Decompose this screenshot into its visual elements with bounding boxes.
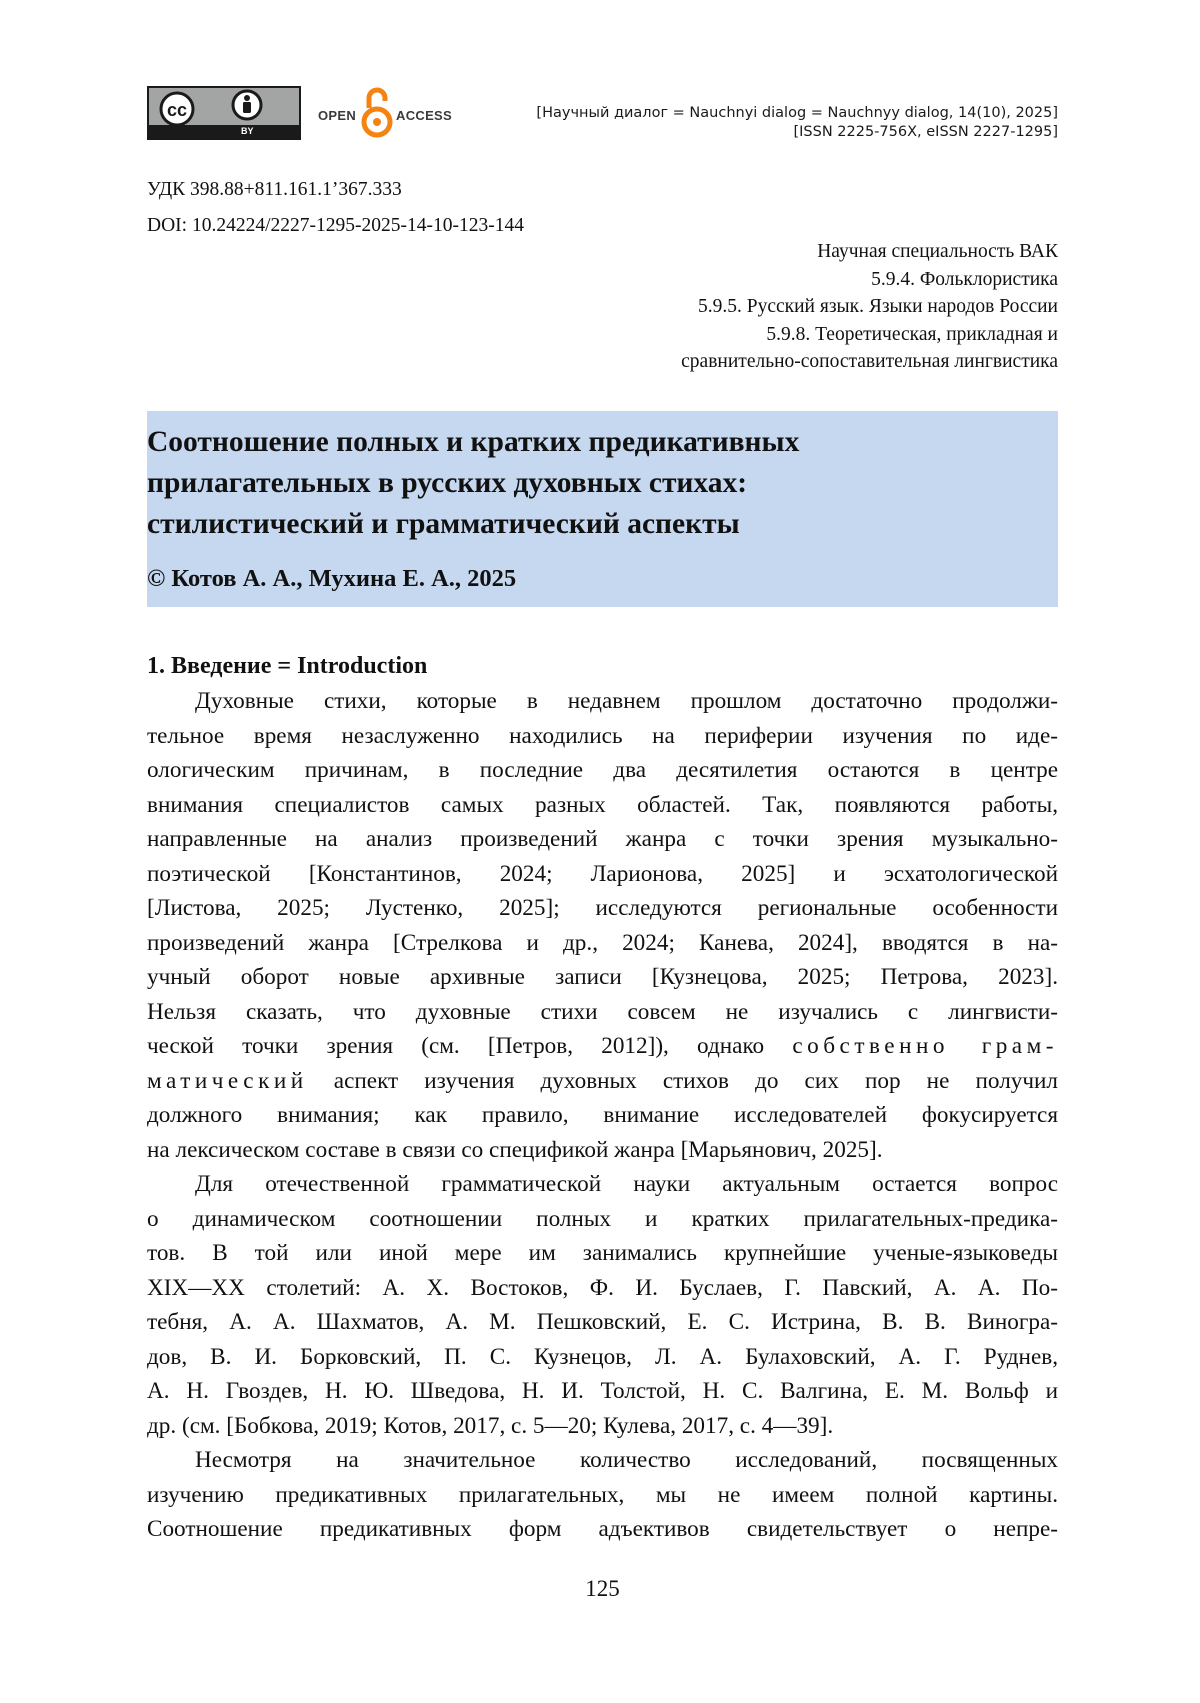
- cc-badge-bar: [149, 125, 299, 138]
- text-line: XIX—XX столетий: А. Х. Востоков, Ф. И. Буслаев, Г. Павский, А. А. По-: [147, 1274, 1058, 1301]
- section-heading: 1. Введение = Introduction: [147, 653, 428, 679]
- open-access-open-label: OPEN: [318, 108, 357, 123]
- cc-by-label: BY: [241, 126, 254, 136]
- specialty-item: 5.9.4. Фольклористика: [871, 268, 1058, 290]
- journal-citation: [Научный диалог = Nauchnyi dialog = Nauchnyy dialog, 14(10), 2025]: [536, 105, 1058, 121]
- paragraph-2: [147, 1167, 1058, 1443]
- spaced-emphasis: матический: [147, 1067, 308, 1094]
- text-line: Нельзя сказать, что духовные стихи совсем не изучались с лингвисти-: [147, 998, 1058, 1025]
- article-authors: © Котов А. А., Мухина Е. А., 2025: [147, 565, 517, 592]
- text-line: направленные на анализ произведений жанра с точки зрения музыкально-: [147, 826, 1058, 852]
- doi[interactable]: DOI: 10.24224/2227-1295-2025-14-10-123-144: [147, 215, 524, 236]
- svg-text:cc: cc: [166, 100, 188, 120]
- text-line: тебня, А. А. Шахматов, А. М. Пешковский, Е. С. Истрина, В. В. Виногра-: [147, 1309, 1058, 1335]
- text-line: дов, В. И. Борковский, П. С. Кузнецов, Л. А. Булаховский, А. Г. Руднев,: [147, 1343, 1058, 1370]
- text-line: Для отечественной грамматической науки актуальным остается вопрос: [195, 1171, 1058, 1197]
- text-line: учный оборот новые архивные записи [Кузнецова, 2025; Петрова, 2023].: [147, 964, 1058, 990]
- text-line: поэтической [Константинов, 2024; Ларионова, 2025] и эсхатологической: [147, 860, 1058, 887]
- paragraph-3: [147, 1443, 1058, 1547]
- text-line: Соотношение предикативных форм адъективов свидетельствует о непре-: [147, 1516, 1058, 1542]
- text-line: [147, 1029, 1058, 1064]
- article-title-block: [147, 411, 1058, 607]
- paragraph-1: [147, 684, 1058, 1167]
- paper-page: [147, 0, 1058, 1703]
- text-line: произведений жанра [Стрелкова и др., 2024; Канева, 2024], вводятся в на-: [147, 929, 1058, 956]
- text-line: о динамическом соотношении полных и кратких прилагательных-предика-: [147, 1205, 1058, 1232]
- text-line: на лексическом составе в связи со спецификой жанра [Марьянович, 2025].: [147, 1136, 883, 1163]
- text-line: [147, 1064, 1058, 1099]
- page-header: [147, 86, 1058, 142]
- specialty-item: сравнительно-сопоставительная лингвистика: [681, 351, 1058, 372]
- text-line: [Листова, 2025; Лустенко, 2025]; исследуются региональные особенности: [147, 895, 1058, 921]
- text-line: внимания специалистов самых разных областей. Так, появляются работы,: [147, 791, 1058, 818]
- text-span: аспект изучения духовных стихов до сих пор не получил: [333, 1067, 1058, 1094]
- open-access-access-label: ACCESS: [396, 108, 452, 123]
- text-line: изучению предикативных прилагательных, мы не имеем полной картины.: [147, 1481, 1058, 1508]
- udc-code: УДК 398.88+811.161.1’367.333: [147, 179, 402, 200]
- text-line: тов. В той или иной мере им занимались крупнейшие ученые-языковеды: [147, 1240, 1058, 1266]
- article-title-line: прилагательных в русских духовных стихах:: [147, 467, 748, 499]
- text-line: Несмотря на значительное количество исследований, посвященных: [195, 1447, 1058, 1473]
- cc-by-license-badge[interactable]: [147, 86, 301, 140]
- text-span: ческой точки зрения (см. [Петров, 2012]), однако: [147, 1033, 765, 1059]
- specialty-item: 5.9.8. Теоретическая, прикладная и: [766, 323, 1058, 345]
- article-body: [147, 648, 1058, 1547]
- text-line: тельное время незаслуженно находились на периферии изучения по иде-: [147, 722, 1058, 749]
- page-number: 125: [585, 1576, 620, 1601]
- article-title-line: стилистический и грамматический аспекты: [147, 508, 740, 540]
- journal-issn: [ISSN 2225-756X, eISSN 2227-1295]: [793, 124, 1058, 140]
- open-access-logo[interactable]: [318, 86, 458, 140]
- open-lock-icon: [360, 86, 394, 140]
- text-line: должного внимания; как правило, внимание исследователей фокусируется: [147, 1102, 1058, 1128]
- text-line: Духовные стихи, которые в недавнем прошлом достаточно продолжи-: [195, 688, 1058, 714]
- article-title-line: Соотношение полных и кратких предикативных: [147, 426, 800, 458]
- cc-logo-icon: [149, 88, 299, 128]
- specialty-heading: Научная специальность ВАК: [817, 241, 1058, 262]
- journal-info: [536, 104, 1058, 142]
- text-line: ологическим причинам, в последние два десятилетия остаются в центре: [147, 757, 1058, 783]
- text-line: А. Н. Гвоздев, Н. Ю. Шведова, Н. И. Толстой, Н. С. Валгина, Е. М. Вольф и: [147, 1378, 1058, 1404]
- specialty-item: 5.9.5. Русский язык. Языки народов России: [697, 296, 1058, 317]
- vak-specialty: [681, 238, 1058, 376]
- article-meta: [147, 172, 524, 244]
- spaced-emphasis: собственно грам-: [792, 1033, 1058, 1059]
- text-line: др. (см. [Бобкова, 2019; Котов, 2017, с. 5—20; Кулева, 2017, с. 4—39].: [147, 1412, 834, 1439]
